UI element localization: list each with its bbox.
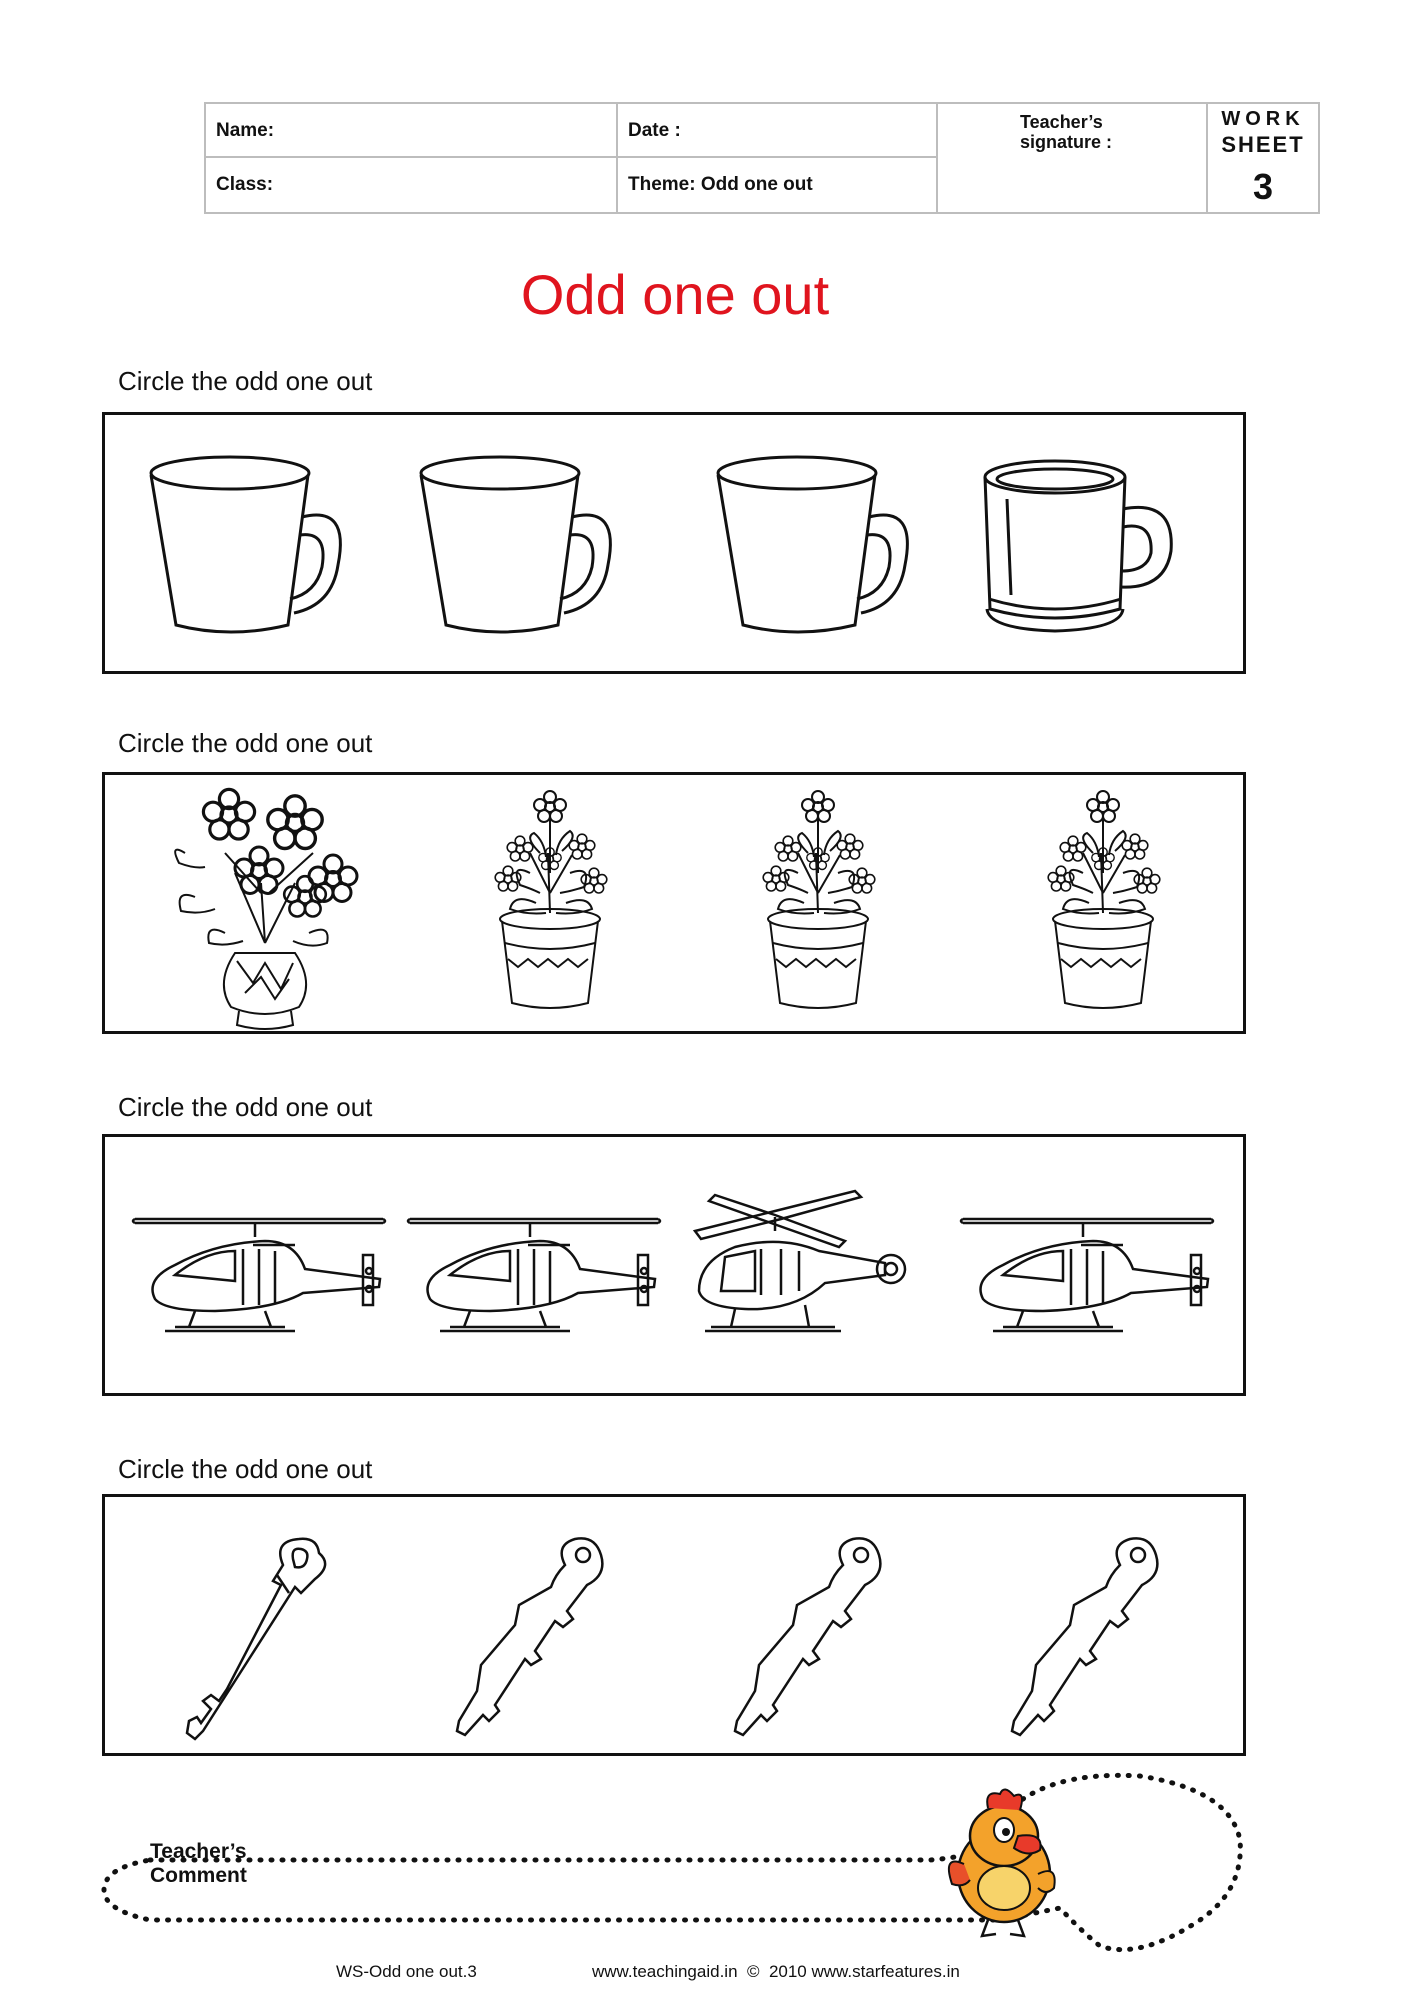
comment-label-line1: Teacher’s [150, 1840, 247, 1863]
cup-icon[interactable] [718, 457, 907, 632]
mug-icon[interactable] [985, 461, 1171, 631]
helicopter-icon[interactable] [408, 1219, 660, 1331]
teacher-signature-field[interactable] [938, 104, 1208, 212]
helicopter-alt-icon[interactable] [695, 1191, 905, 1331]
key-icon[interactable] [735, 1538, 880, 1735]
helicopter-icon[interactable] [133, 1219, 385, 1331]
bird-mascot-icon [949, 1789, 1055, 1936]
section-3-box [102, 1134, 1246, 1396]
worksheet-number: 3 [1252, 166, 1274, 207]
teacher-comment-label [150, 1840, 247, 1888]
worksheet-id: WS-Odd one out.3 [336, 1962, 477, 1981]
worksheet-header-table [204, 102, 1320, 214]
flower-vase-icon[interactable] [175, 789, 357, 1029]
section-3-instruction: Circle the odd one out [118, 1092, 373, 1122]
section-1-box [102, 412, 1246, 674]
section-4-box [102, 1494, 1246, 1756]
cup-icon[interactable] [421, 457, 610, 632]
old-key-icon[interactable] [187, 1539, 325, 1739]
class-field[interactable] [206, 158, 618, 212]
flower-pot-icon[interactable] [763, 791, 875, 1008]
key-icon[interactable] [1012, 1538, 1157, 1735]
date-label: Date : [628, 120, 681, 141]
theme-label: Theme: Odd one out [628, 174, 813, 195]
comment-label-line2: Comment [150, 1864, 247, 1887]
date-field[interactable] [618, 104, 938, 158]
section-2-instruction: Circle the odd one out [118, 728, 373, 758]
key-icon[interactable] [457, 1538, 602, 1735]
worksheet-badge [1208, 104, 1318, 212]
name-field[interactable] [206, 104, 618, 158]
section-2-box [102, 772, 1246, 1034]
signature-label-line2: signature : [1020, 132, 1113, 152]
flower-pot-icon[interactable] [495, 791, 607, 1008]
helicopter-icon[interactable] [961, 1219, 1213, 1331]
footer-credit: www.teachingaid.in © 2010 www.starfeatures.in [592, 1962, 960, 1981]
theme-field [618, 158, 938, 212]
name-label: Name: [216, 120, 275, 141]
signature-label-line1: Teacher’s [1020, 112, 1103, 132]
cup-icon[interactable] [151, 457, 340, 632]
page-title: Odd one out [520, 263, 830, 326]
sheet-word: SHEET [1221, 132, 1305, 157]
section-4-instruction: Circle the odd one out [118, 1454, 373, 1484]
worksheet-word: WORK [1221, 108, 1305, 130]
flower-pot-icon[interactable] [1048, 791, 1160, 1008]
class-label: Class: [216, 174, 274, 195]
section-1-instruction: Circle the odd one out [118, 366, 373, 396]
